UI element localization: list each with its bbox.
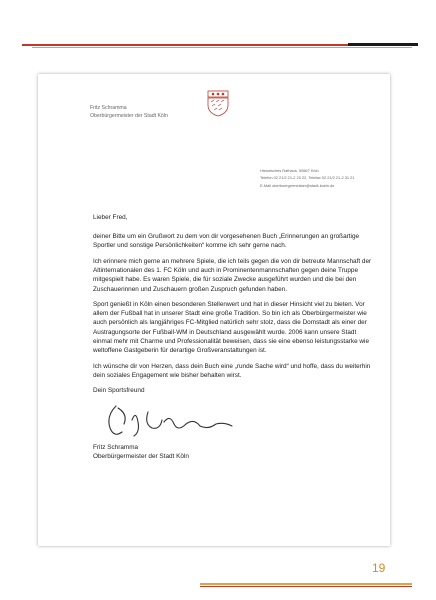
header-rule (22, 44, 418, 50)
contact-email: E-Mail oberbuergermeister@stadt-koeln.de (260, 182, 335, 188)
page-number: 19 (372, 561, 386, 575)
city-crest-icon (206, 89, 230, 117)
sender-name: Fritz Schramma (90, 105, 127, 111)
footer-rule-accent (200, 586, 412, 587)
footer-rule (200, 583, 412, 585)
sender-title: Oberbürgermeister der Stadt Köln (90, 113, 168, 120)
sender-block (90, 104, 168, 121)
letter-body (93, 213, 373, 402)
signature-block (93, 443, 189, 461)
letter-sheet (38, 74, 390, 546)
letter-paragraph: Ich erinnere mich gerne an mehrere Spiele, die ich teils gegen die von dir betreute Mannschaft der Altinternationalen des 1. FC Köln und auch in Prominentenmannschaften gegen deine Truppe mitgespielt habe. Es waren Spiele, die für soziale Zwecke ausgeführt wurden und die bei den Zuschauerinnen und Zuschauern großen Zuspruch gefunden haben. (93, 257, 372, 293)
signatory-title: Oberbürgermeister der Stadt Köln (93, 453, 189, 461)
signatory-name: Fritz Schramma (93, 444, 139, 451)
letter-closing: Dein Sportsfreund (93, 387, 145, 395)
letter-paragraph: Ich wünsche dir von Herzen, dass dein Buch eine „runde Sache wird“ und hoffe, dass du weiterhin dein soziales Engagement wie bisher behalten wirst. (93, 362, 371, 379)
contact-address: Historisches Rathaus, 50667 Köln (260, 168, 319, 173)
handwritten-signature (104, 402, 238, 442)
letter-paragraph: deiner Bitte um ein Grußwort zu dem von dir vorgesehenen Buch „Erinnerungen an großartige Sportler und sonstige Persönlichkeiten“ komme ich sehr gerne nach. (93, 233, 360, 250)
letter-greeting: Lieber Fred, (93, 214, 128, 221)
letter-paragraph: Sport genießt in Köln einen besonderen Stellenwert und hat in dieser Hinsicht viel zu bieten. Vor allem der Fußball hat in unserer Stadt eine große Tradition. So bin ich als Oberbürgermeister wie auch persönlich als langjähriges FC-Mitglied natürlich sehr stolz, dass die Domstadt als einer der Austragungsorte der Fußball-WM in Deutschland ausgewählt wurde. 2006 kann unsere Stadt einmal mehr mit Charme und Professionalität beweisen, dass sie eine ebenso leistungsstarke wie weltoffene Gastgeberin für derartige Großveranstaltungen ist. (93, 301, 370, 355)
contact-block (260, 167, 354, 189)
contact-phone: Telefon 02 21/2 21-2 20 22, Telefax 02 21/2 21-2 31 21 (260, 175, 355, 181)
